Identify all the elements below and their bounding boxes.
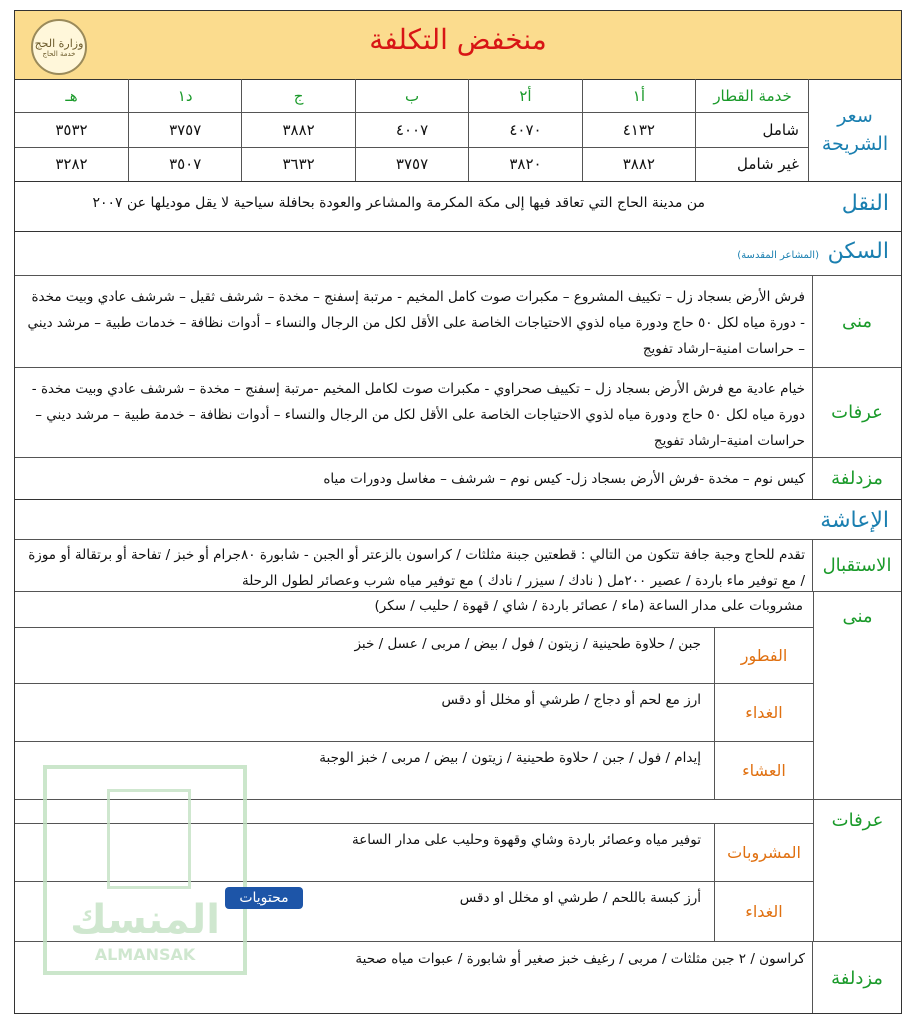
price-cell: ٣٧٥٧ <box>128 113 241 147</box>
food-mina-drinks-row <box>15 591 813 627</box>
meal-text: إيدام / فول / جبن / حلاوة طحينية / زيتون / بيض / مربى / خبز الوجبة <box>319 750 701 766</box>
transport-title: النقل <box>841 191 889 216</box>
food-muzdalifa-text: كراسون / ٢ جبن مثلثات / مربى / رغيف خبز صغير أو شابورة / عبوات مياه صحية <box>355 951 805 967</box>
col-d1: د١ <box>128 79 241 113</box>
food-arafat-label: عرفات <box>813 799 901 941</box>
header-bar <box>15 11 901 80</box>
meal-label: المشروبات <box>714 824 813 881</box>
col-a2: أ٢ <box>469 79 582 113</box>
package-title: منخفض التكلفة <box>369 23 547 56</box>
col-c: ج <box>242 79 355 113</box>
price-section <box>15 79 901 182</box>
price-cell: ٣٦٣٢ <box>242 147 355 181</box>
housing-arafat-text: خيام عادية مع فرش الأرض بسجاد زل – تكييف صحراوي - مكبرات صوت لكامل المخيم -مرتبة إسفنج – مخدة – شرشف عادي وبيت مخدة - دورة مياه لكل ٥٠ حاج ودورة مياه لذوي الاحتياجات الخاصة على الأقل لكل من الرجال والنساء – أدوات نظافة – خدمة طبية – مرشد ديني – حراسات امنية–ارشاد تفويج <box>31 381 805 449</box>
price-label: سعر الشريحة <box>808 79 901 181</box>
price-cell: ٣٧٥٧ <box>355 147 468 181</box>
kaaba-icon <box>107 789 191 889</box>
housing-row-arafat <box>15 367 901 457</box>
food-reception-label: الاستقبال <box>812 540 901 591</box>
food-title: الإعاشة <box>820 508 889 533</box>
price-cell: ٣٨٢٠ <box>469 147 582 181</box>
meal-text: توفير مياه وعصائر باردة وشاي وقهوة وحليب على مدار الساعة <box>352 832 701 848</box>
transport-text: من مدينة الحاج التي تعاقد فيها إلى مكة المكرمة والمشاعر والعودة بحافلة سياحية لا يقل موديلها عن ٢٠٠٧ <box>92 195 705 211</box>
price-cell: ٣٨٨٢ <box>582 147 695 181</box>
meal-label: الغداء <box>714 684 813 741</box>
col-b: ب <box>355 79 468 113</box>
col-h: هـ <box>15 79 128 113</box>
housing-subtitle: (المشاعر المقدسة) <box>737 250 819 261</box>
table-row <box>15 147 809 181</box>
price-header-row <box>15 79 809 113</box>
food-reception-text: تقدم للحاج وجبة جافة تتكون من التالي : قطعتين جبنة مثلثات / كراسون بالزعتر أو الجبن - شابورة ٨٠جرام أو خبز / تفاحة أو برتقالة أو موزة / مع توفير ماء باردة / عصير ٢٠٠مل ( نادك / سيزر / نادك ) مع توفير مياه شرب وعصائر لطول الرحلة <box>28 547 805 589</box>
offer-card <box>14 10 902 1014</box>
price-cell: ٣٢٨٢ <box>55 155 88 174</box>
row-label: شامل <box>696 113 809 147</box>
meal-label: الغداء <box>714 882 813 941</box>
food-mina-drinks: مشروبات على مدار الساعة (ماء / عصائر باردة / شاي / قهوة / حليب / سكر) <box>374 598 803 614</box>
col-train: خدمة القطار <box>696 79 809 113</box>
food-heading <box>15 499 901 539</box>
housing-muzdalifa-text: كيس نوم – مخدة -فرش الأرض بسجاد زل- كيس نوم – شرشف – مغاسل ودورات مياه <box>323 471 805 487</box>
price-cell: ٤٠٧٠ <box>469 113 582 147</box>
watermark-arabic: المنسك <box>70 897 220 943</box>
housing-heading <box>15 233 901 273</box>
meal-text: جبن / حلاوة طحينية / زيتون / فول / بيض / مربى / عسل / خبز <box>354 636 701 652</box>
price-cell: ٣٥٣٢ <box>15 113 128 147</box>
col-a1: أ١ <box>582 79 695 113</box>
watermark-latin: ALMANSAK <box>94 945 196 964</box>
food-mina-meal-row <box>15 627 813 683</box>
meal-label: العشاء <box>714 742 813 799</box>
price-cell: ٤٠٠٧ <box>355 113 468 147</box>
transport-section <box>15 181 901 232</box>
almansak-watermark <box>43 765 247 975</box>
housing-title: السكن <box>827 239 889 264</box>
housing-mina-label: منى <box>812 276 901 367</box>
contents-button[interactable]: محتويات <box>225 887 303 909</box>
housing-muzdalifa-label: مزدلفة <box>812 458 901 499</box>
housing-row-mina <box>15 275 901 367</box>
meal-text: ارز مع لحم أو دجاج / طرشي أو مخلل أو دقس <box>441 692 701 708</box>
row-label: غير شامل <box>696 147 809 181</box>
meal-label: الفطور <box>714 628 813 683</box>
housing-arafat-label: عرفات <box>812 368 901 457</box>
food-muzdalifa-label: مزدلفة <box>812 942 901 1014</box>
price-cell: ٣٥٠٧ <box>128 147 241 181</box>
logo-subtext: خدمة الحاج <box>42 49 76 58</box>
price-cell: ٣٨٨٢ <box>242 113 355 147</box>
food-mina-meal-row <box>15 683 813 741</box>
housing-mina-text: فرش الأرض بسجاد زل – تكييف المشروع – مكبرات صوت كامل المخيم - مرتبة إسفنج – مخدة – شرشف ثقيل – شرشف عادي وبيت مخدة - دورة مياه لكل ٥٠ حاج ودورة مياه لذوي الاحتياجات الخاصة على الأقل لكل من الرجال والنساء – أدوات نظافة – خدمات طبية – مرشد ديني – حراسات امنية–ارشاد تفويج <box>27 289 805 357</box>
price-cell: ٤١٣٢ <box>582 113 695 147</box>
logo-text: وزارة الحج <box>34 36 84 50</box>
meal-text: أرز كبسة باللحم / طرشي او مخلل او دقس <box>459 890 701 906</box>
price-table <box>15 79 809 181</box>
housing-row-muzdalifa <box>15 457 901 499</box>
food-mina-label: منى <box>813 591 901 799</box>
food-row-reception <box>15 539 901 591</box>
table-row <box>15 113 809 147</box>
